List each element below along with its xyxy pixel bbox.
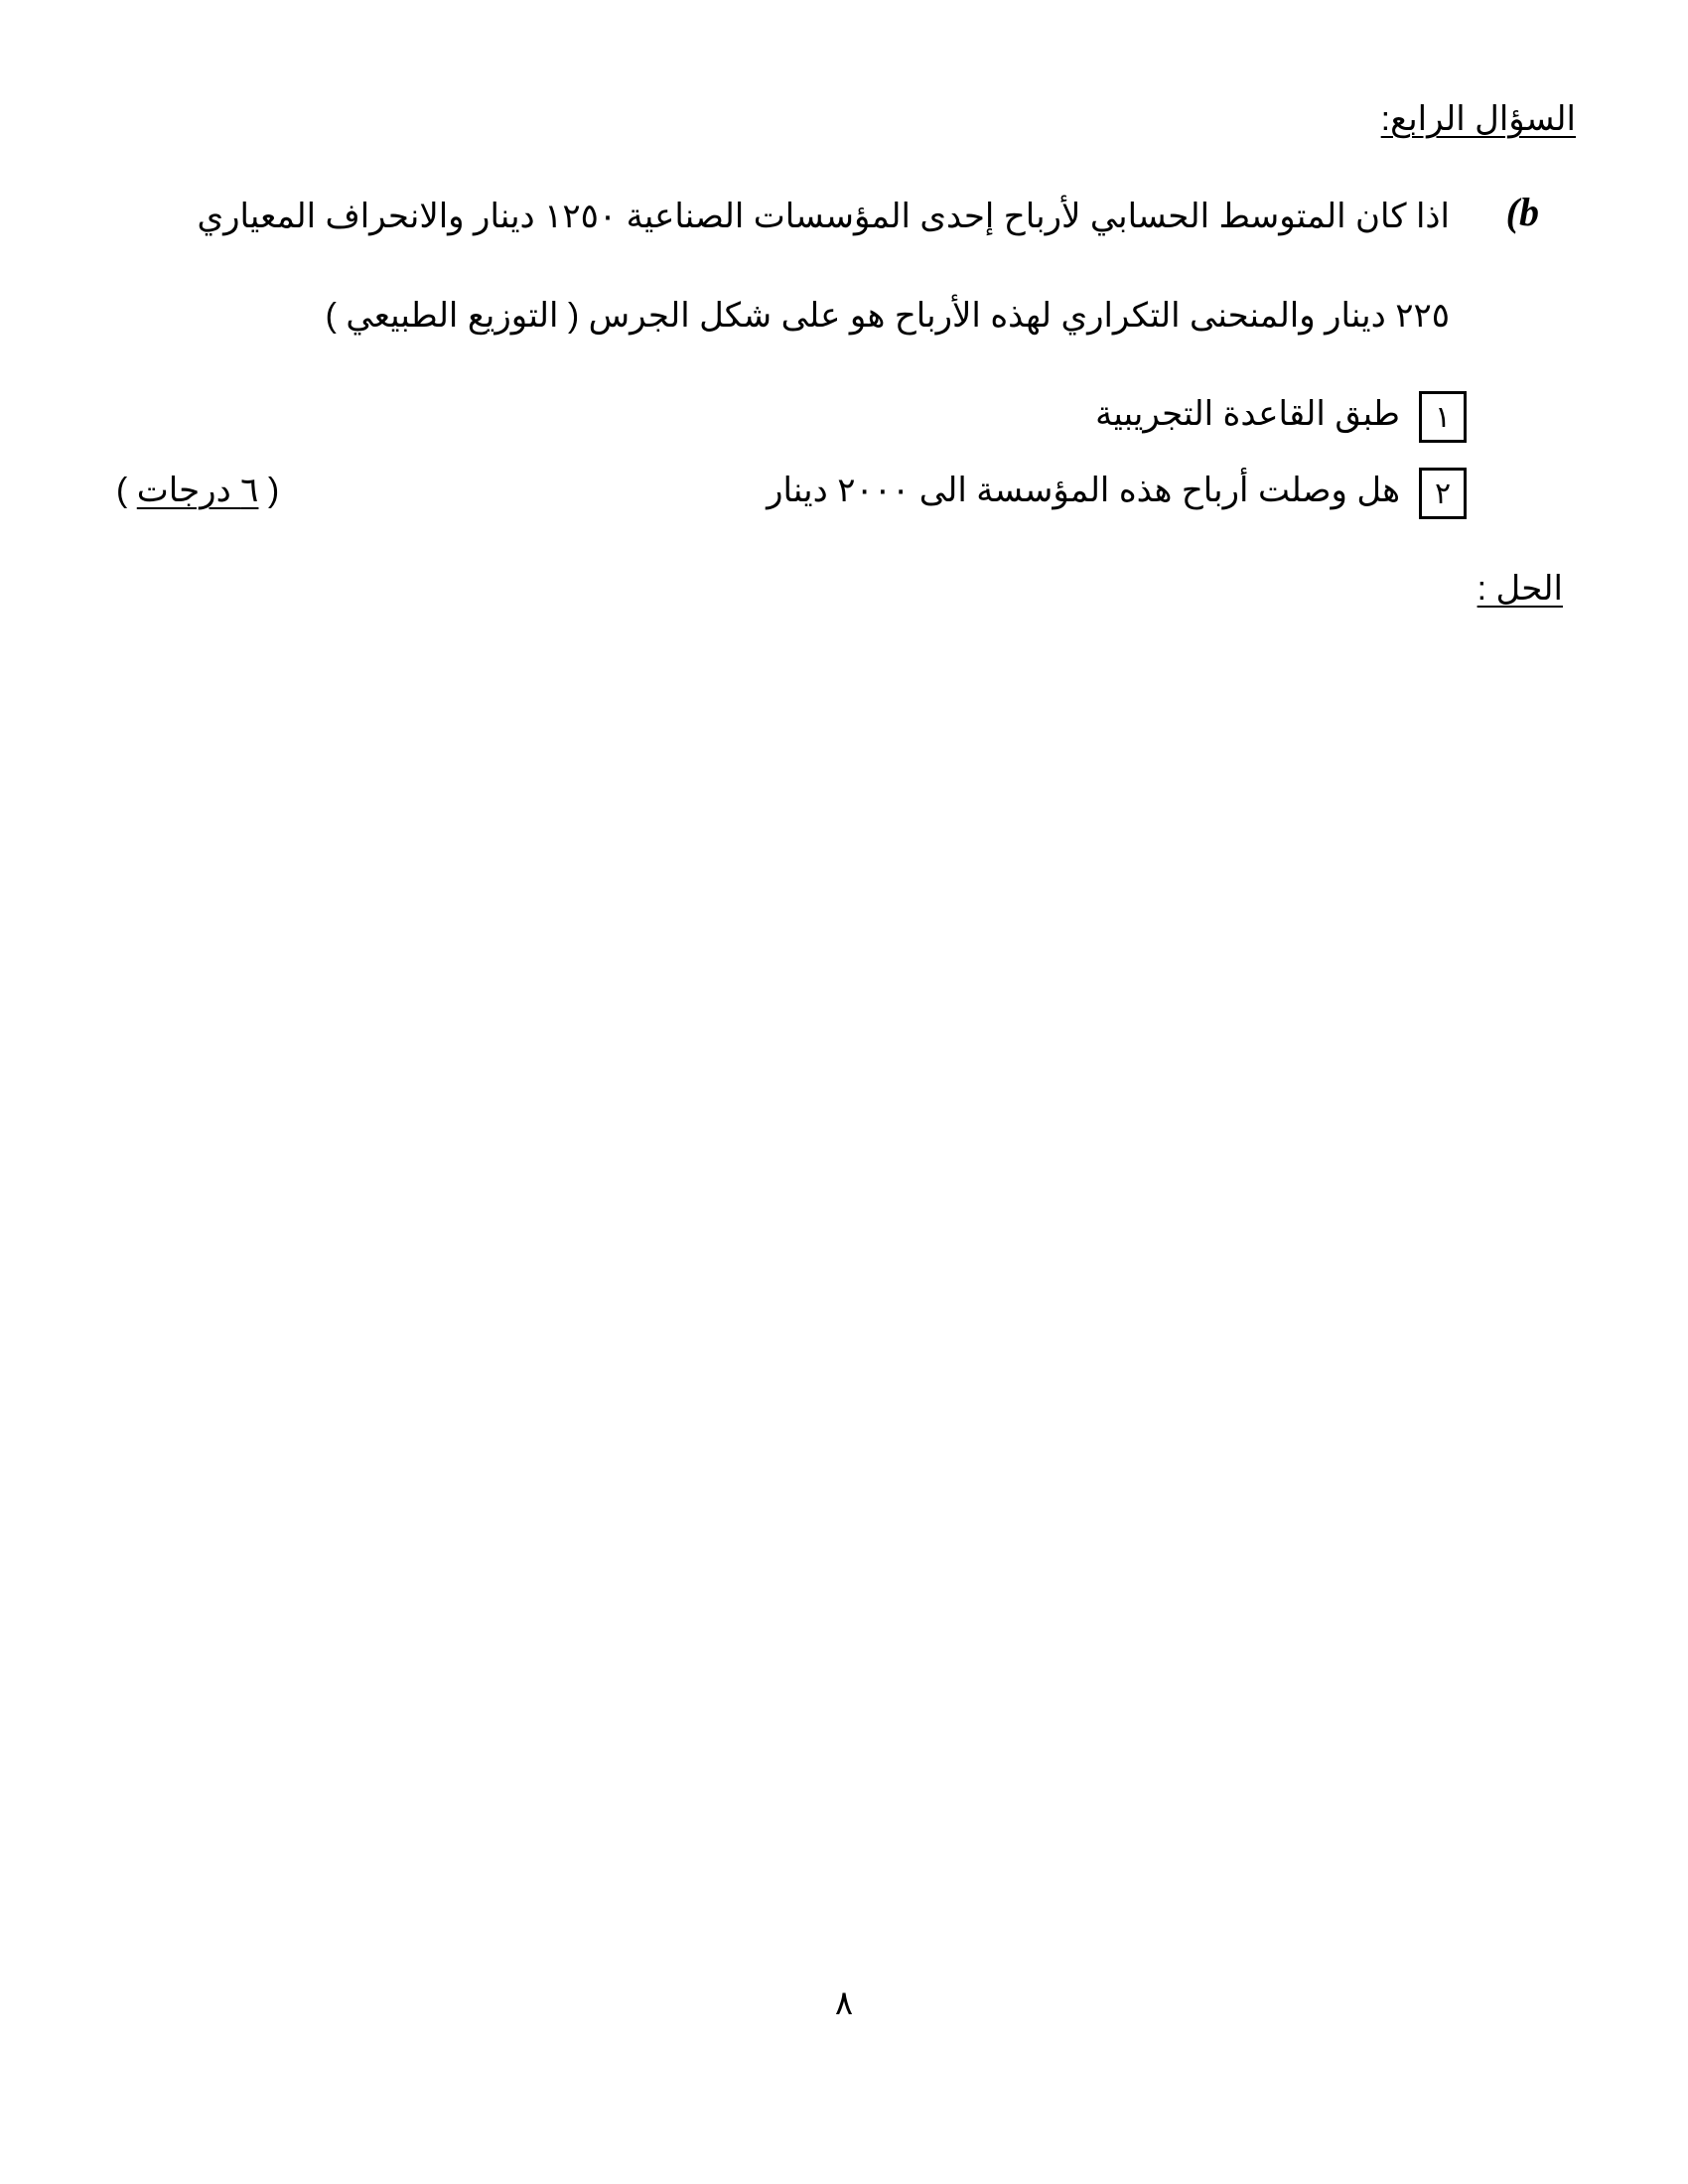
solution-label: الحل : (1477, 570, 1563, 608)
item-number-box-2: ٢ (1419, 468, 1467, 519)
item-number-box-1: ١ (1419, 391, 1467, 443)
marks-value: ٦ درجات (136, 472, 259, 509)
marks-close-paren: ) (116, 472, 128, 509)
question-text-line-2: ٢٢٥ دينار والمنحنى التكراري لهذه الأرباح هو على شكل الجرس ( التوزيع الطبيعي ) (325, 297, 1450, 335)
part-label: (b (1505, 190, 1539, 234)
marks-open-paren: ( (267, 472, 280, 509)
marks-note (116, 471, 279, 510)
page-number: ٨ (834, 1984, 854, 2022)
item-text-1: طبق القاعدة التجريبية (1095, 395, 1400, 433)
item-text-2: هل وصلت أرباح هذه المؤسسة الى ٢٠٠٠ دينار (767, 472, 1400, 509)
question-heading: السؤال الرابع: (1380, 100, 1576, 138)
question-text-line-1: اذا كان المتوسط الحسابي لأرباح إحدى المؤسسات الصناعية ١٢٥٠ دينار والانحراف المعياري (197, 198, 1450, 235)
